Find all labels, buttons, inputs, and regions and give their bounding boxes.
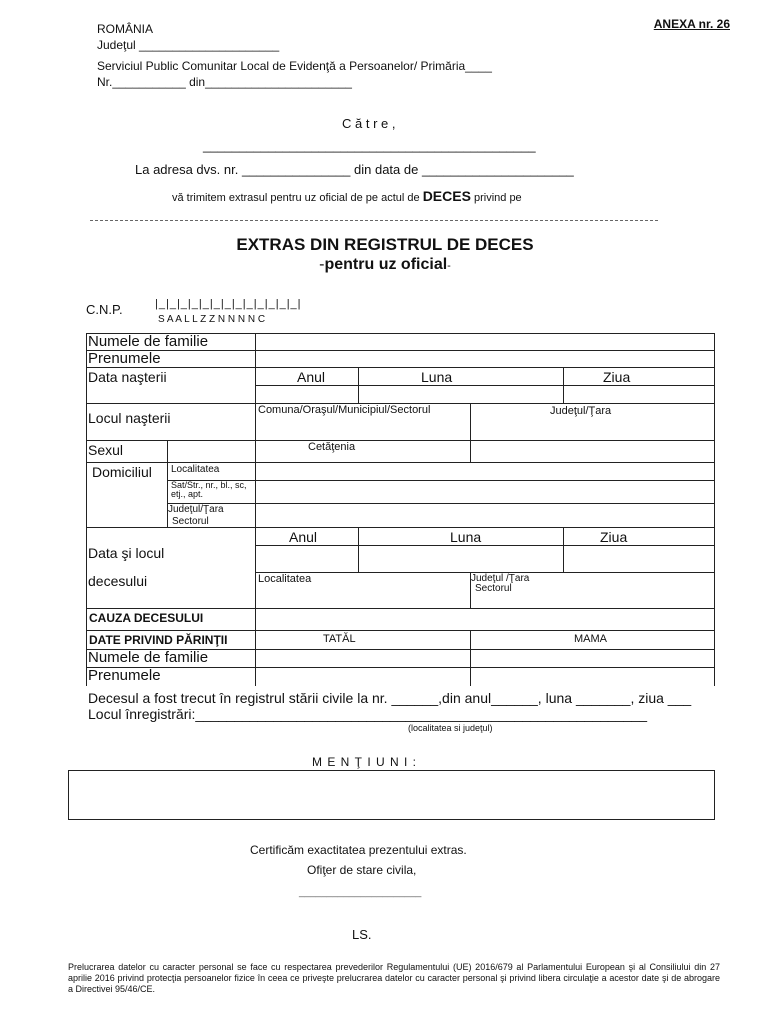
send-line xyxy=(172,188,522,204)
death-day-header: Ziua xyxy=(600,529,628,545)
parent-firstname-label: Prenumele xyxy=(88,667,161,684)
address-reference-field[interactable]: La adresa dvs. nr. _______________ din data de _____________________ xyxy=(135,162,574,177)
father-header: TATĂL xyxy=(323,633,356,645)
birth-month-header: Luna xyxy=(421,369,453,385)
send-suffix: privind pe xyxy=(473,192,522,204)
surname-label: Numele de familie xyxy=(88,333,209,350)
send-prefix: vă trimitem extrasul pentru uz oficial de pe actul de xyxy=(172,192,420,204)
sex-label: Sexul xyxy=(88,442,124,458)
subtitle-text: pentru uz oficial xyxy=(324,256,448,273)
county-field[interactable]: Judeţul _____________________ xyxy=(97,38,280,52)
birth-commune-label: Comuna/Oraşul/Municipiul/Sectorul xyxy=(258,404,431,416)
gdpr-notice: Prelucrarea datelor cu caracter personal se face cu respectarea prevederilor Regulamentului (UE) 2016/679 al Parlamentului European şi al Consiliului din 27 aprilie 2016 privind protecţia persoanelor fizice în ceea ce priveşte prelucrarea datelor cu caracter personal şi privind libera circulaţie a acestor date şi de abrogare a Directivei 95/46/CE. xyxy=(68,962,720,994)
birth-day-header: Ziua xyxy=(603,369,631,385)
parents-label: DATE PRIVIND PĂRINŢII xyxy=(89,633,228,647)
birth-county-label: Judeţul/Ţara xyxy=(550,405,612,417)
death-month-header: Luna xyxy=(450,529,482,545)
cnp-label: C.N.P. xyxy=(86,302,123,317)
officer-signature-line[interactable]: ______________________ xyxy=(299,887,422,898)
deces-word: DECES xyxy=(422,188,471,204)
domicile-label: Domiciliul xyxy=(92,464,152,480)
death-locality-label: Localitatea xyxy=(258,573,312,585)
registration-number-field[interactable]: Nr.___________ din______________________ xyxy=(97,75,352,89)
subtitle-suffix: - xyxy=(447,260,451,272)
death-sector-label: Sectorul xyxy=(475,583,512,594)
registration-number-line[interactable]: Decesul a fost trecut în registrul stării civile la nr. ______,din anul______, luna _______, ziua ___ xyxy=(88,690,692,706)
to-label: C ă t r e , xyxy=(342,116,396,131)
birth-place-label: Locul naşterii xyxy=(88,410,171,426)
firstname-label: Prenumele xyxy=(88,350,161,367)
seal-label: LS. xyxy=(352,927,372,942)
addressee-field[interactable]: ______________________________________________ xyxy=(203,138,536,153)
parent-surname-label: Numele de familie xyxy=(88,649,209,666)
domicile-county-label: Judeţul/Ţara xyxy=(168,504,224,515)
registration-place-line[interactable]: Locul înregistrări:__________________________________________________________ xyxy=(88,706,647,722)
mentions-box[interactable] xyxy=(68,770,715,820)
birth-year-header: Anul xyxy=(297,369,326,385)
person-name-line[interactable] xyxy=(90,220,658,221)
cnp-boxes[interactable]: |_|_|_|_|_|_|_|_|_|_|_|_|_| xyxy=(155,298,302,310)
country-label: ROMÂNIA xyxy=(97,22,154,36)
birth-date-label: Data naşterii xyxy=(88,369,167,385)
cnp-legend: S A A L L Z Z N N N N C xyxy=(158,314,266,325)
mother-header: MAMA xyxy=(574,633,607,645)
mentions-label: M E N Ţ I U N I : xyxy=(312,755,418,769)
cause-label: CAUZA DECESULUI xyxy=(89,611,204,625)
registration-place-hint: (localitatea si judeţul) xyxy=(408,723,493,733)
service-line: Serviciul Public Comunitar Local de Evidenţă a Persoanelor/ Primăria____ xyxy=(97,59,492,73)
death-year-header: Anul xyxy=(289,529,318,545)
subtitle-prefix: - xyxy=(319,256,325,273)
death-date-place-label-2: decesului xyxy=(88,573,148,589)
domicile-sector-label: Sectorul xyxy=(172,516,209,527)
annex-number: ANEXA nr. 26 xyxy=(653,17,730,31)
death-county-label: Judeţul /Ţara xyxy=(471,573,530,584)
officer-label: Ofiţer de stare civila, xyxy=(307,863,417,877)
certification-text: Certificăm exactitatea prezentului extras. xyxy=(250,843,467,857)
death-date-place-label-1: Data şi locul xyxy=(88,545,165,561)
domicile-locality-label: Localitatea xyxy=(171,464,220,475)
citizenship-label: Cetăţenia xyxy=(308,441,356,453)
document-subtitle xyxy=(0,256,770,274)
document-title: EXTRAS DIN REGISTRUL DE DECES xyxy=(236,235,534,254)
domicile-street-label: Sat/Str., nr., bl., sc, etj., apt. xyxy=(171,481,247,499)
